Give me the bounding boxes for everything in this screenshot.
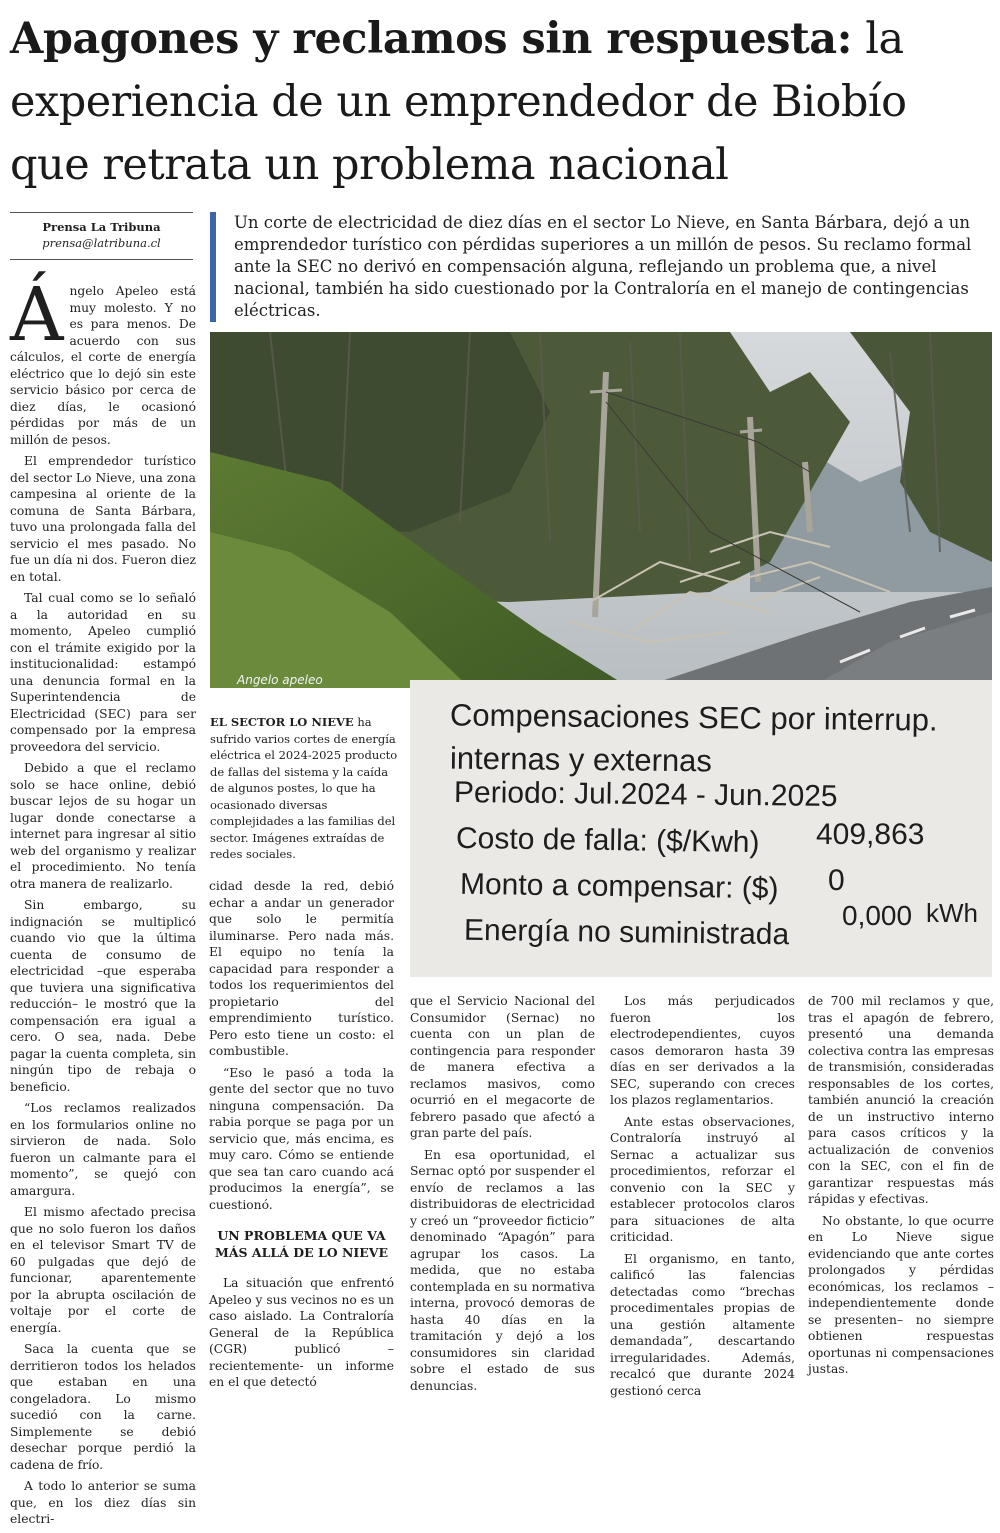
inset-energy-value: 0,000 <box>842 900 913 931</box>
article-photo <box>210 332 992 688</box>
byline <box>10 212 193 260</box>
col1-paragraph: Tal cual como se lo señaló a la autoridad en su momento, Apeleo cumplió con el trámite exigido por la institucionalidad: estampó una denuncia formal en la Superintendencia de Electricidad (SEC) para ser compensado por la empresa proveedora del servicio. <box>10 591 196 754</box>
headline-line2: experiencia de un emprendedor de Biobío <box>10 77 907 127</box>
col3-paragraph: que el Servicio Nacional del Consumidor (Sernac) no cuenta con un plan de contingencia para responder de manera efectiva a reclamos masivos, como ocurrió en el megacorte de febrero pasado que afectó a gran parte del país. <box>410 994 595 1140</box>
article-column-4 <box>610 993 795 1404</box>
photo-credit: Angelo apeleo <box>237 673 323 687</box>
dropcap: Á <box>10 272 64 358</box>
col4-paragraph: El organismo, en tanto, calificó las falencias detectadas como “brechas procedimentales propias de una gestión altamente demandada”, descartando irregularidades. Además, recalcó que durante 2024 gestionó cerca <box>610 1251 795 1398</box>
headline <box>10 8 990 197</box>
col5-paragraph: de 700 mil reclamos y que, tras el apagón de febrero, presentó una demanda colectiva contra las empresas de transmisión, consideradas responsables de los cortes, también anunció la creación de un instructivo interno para casos críticos y la actualización de convenios con la SEC, con el fin de garantizar respuestas más rápidas y efectivas. <box>808 994 994 1206</box>
col4-paragraph: Los más perjudicados fueron los electrodependientes, cuyos casos demoraron hasta 39 días en ser derivados a la SEC, superando con creces los plazos reglamentarios. <box>610 994 795 1107</box>
col4-paragraph: Ante estas observaciones, Contraloría instruyó al Sernac a actualizar sus procedimientos, reforzar el convenio con la SEC y establecer protocolos claros para situaciones de alta criticidad. <box>610 1114 795 1244</box>
inset-cost-value: 409,863 <box>816 818 925 851</box>
caption-label: EL SECTOR LO NIEVE <box>210 715 354 729</box>
col1-paragraph: Ángelo Apeleo está muy molesto. Y no es para menos. De acuerdo con sus cálculos, el corte de energía eléctrico que lo dejó sin este servicio básico por cerca de diez días, le ocasionó pérdidas por más de un millón de pesos. <box>10 272 196 447</box>
col1-paragraph: Sin embargo, su indignación se multiplicó cuando vio que la última cuenta de consumo de electricidad –que esperaba que tuviera una significativa reducción– le mostró que la compensación era igual a cero. O sea, nada. Debe pagar la cuenta completa, sin ningún tipo de rebaja o beneficio. <box>10 898 196 1094</box>
inset-period: Periodo: Jul.2024 - Jun.2025 <box>453 775 838 814</box>
col2-paragraph: La situación que enfrentó Apeleo y sus vecinos no es un caso aislado. La Contraloría General de la República (CGR) publicó –recientemente- un informe en el que detectó <box>209 1276 395 1389</box>
col2-paragraph: cidad desde la red, debió echar a andar un generador que solo le permitía iluminarse. Pero nada más. El equipo no tenía la capacidad para responder a todos los requerimientos del propietario del emprendimiento turístico. Pero esto tiene un costo: el combustible. <box>209 879 394 1058</box>
col3-paragraph: En esa oportunidad, el Sernac optó por suspender el envío de reclamos a las distribuidoras de electricidad y creó un “proveedor ficticio” denominado “Apagón” para agrupar los casos. La medida, que no estaba contemplada en su normativa interna, provocó demoras de hasta 40 días en la tramitación y dejó a los consumidores sin claridad sobre el estado de sus denuncias. <box>410 1147 595 1393</box>
byline-author: Prensa La Tribuna <box>42 220 161 234</box>
inset-title-line1: Compensaciones SEC por interrup. <box>449 697 938 738</box>
col1-paragraph: Debido a que el reclamo solo se hace online, debió buscar lejos de su hogar un lugar donde conectarse a internet para ingresar al sitio web del organismo y realizar el procedimiento. No tenía otra manera de realizarlo. <box>10 761 196 891</box>
col5-paragraph: No obstante, lo que ocurre en Lo Nieve sigue evidenciando que ante cortes prolongados y pérdidas económicas, los reclamos –independientemente donde se presenten– no siempre obtienen respuestas oportunas ni compensaciones justas. <box>808 1213 994 1376</box>
article-column-1 <box>10 272 197 1533</box>
photo-caption <box>210 714 400 863</box>
section-subhead: UN PROBLEMA QUE VA MÁS ALLÁ DE LO NIEVE <box>214 1228 389 1260</box>
sec-compensation-inset <box>410 680 992 977</box>
inset-amount-label: Monto a compensar: ($) <box>459 867 779 906</box>
col1-paragraph: El mismo afectado precisa que no solo fueron los daños en el televisor Smart TV de 60 pulgadas que dejó de funcionar, aparentemente por la abrupta oscilación de voltaje por el corte de energía. <box>10 1205 196 1335</box>
article-column-2 <box>209 878 394 1396</box>
headline-bold: Apagones y reclamos sin respuesta: <box>10 14 853 64</box>
inset-energy-label: Energía no suministrada <box>463 913 790 952</box>
caption-text: ha sufrido varios cortes de energía eléctrica el 2024-2025 producto de fallas del sistema y la caída de algunos postes, lo que ha ocasionado diversas complejidades a las familias del sector. Imágenes extraídas de redes sociales. <box>210 715 398 861</box>
inset-amount-value: 0 <box>828 864 845 897</box>
byline-email: prensa@latribuna.cl <box>42 236 161 250</box>
headline-rest: la <box>865 14 904 64</box>
inset-title-line2: internas y externas <box>449 740 713 779</box>
col1-paragraph: A todo lo anterior se suma que, en los diez días sin electri- <box>10 1479 196 1526</box>
headline-line3: que retrata un problema nacional <box>10 140 729 190</box>
inset-energy-unit: kWh <box>926 898 978 928</box>
col1-paragraph: “Los reclamos realizados en los formularios online no sirvieron de nada. Solo fueron un calmante para el momento”, se quejó con amargura. <box>10 1101 196 1198</box>
col2-paragraph: “Eso le pasó a toda la gente del sector que no tuvo ninguna compensación. Da rabia porque se paga por un servicio que, más encima, es muy caro. Cómo se entiende que sea tan caro cuando acá producimos la energía”, se cuestionó. <box>209 1065 394 1212</box>
lead-paragraph: Un corte de electricidad de diez días en el sector Lo Nieve, en Santa Bárbara, dejó a un emprendedor turístico con pérdidas superiores a un millón de pesos. Su reclamo formal ante la SEC no derivó en compensación alguna, reflejando un problema que, a nivel nacional, también ha sido cuestionado por la Contraloría en el manejo de contingencias eléctricas. <box>210 212 1000 322</box>
fallen-power-lines-photo <box>210 332 992 688</box>
inset-cost-label: Costo de falla: ($/Kwh) <box>455 821 760 860</box>
article-column-5 <box>808 993 994 1383</box>
col1-paragraph: El emprendedor turístico del sector Lo Nieve, una zona campesina al oriente de la comuna de Santa Bárbara, tuvo una prolongada falla del servicio el mes pasado. No fue un día ni dos. Fueron diez en total. <box>10 454 197 584</box>
article-column-3 <box>410 993 595 1399</box>
col1-paragraph: Saca la cuenta que se derritieron todos los helados que estaban en una congeladora. Lo mismo sucedió con la carne. Simplemente se debió desechar porque perdió la cadena de frío. <box>10 1342 196 1472</box>
